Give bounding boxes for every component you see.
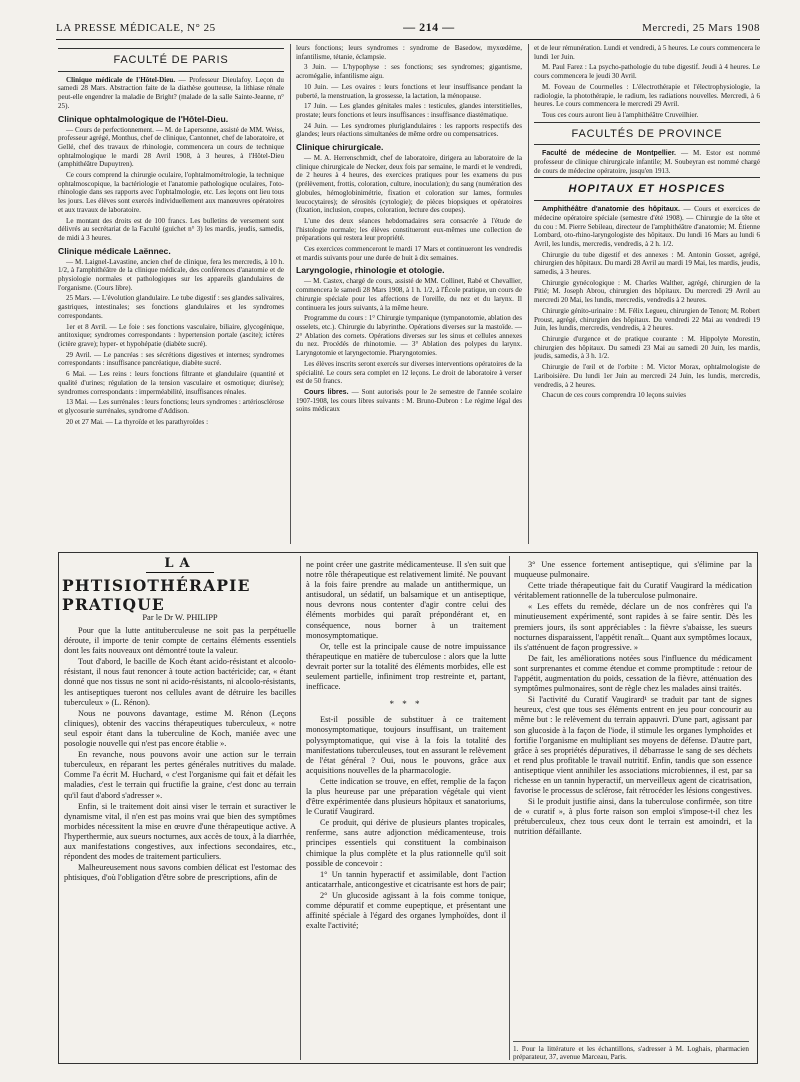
col2-date: 17 Juin. — Les glandes génitales males : testicules, glandes interstitielles, prostate; leurs fonctions et leurs insuffisances : insuffisance diastématique.	[296, 102, 522, 119]
amphi-heading: Amphithéâtre d'anatomie des hôpitaux.	[542, 205, 680, 214]
faculte-paris-title: FACULTÉ DE PARIS	[58, 48, 284, 72]
hotel-dieu-text: — Professeur Dieulafoy. Leçon du samedi 28 Mars. Abstraction faite de la diathèse goutteuse, la lithiase rénale peut-elle engendrer la maladie de Bright? (malade de la salle Sainte-Jeanne, n° 25).	[58, 75, 284, 110]
laryngologie-heading: Laryngologie, rhinologie et otologie.	[296, 265, 445, 276]
advert-paragraph: Cette indication se trouve, en effet, remplie de la façon la plus heureuse par une préparation végétale qui vient d'être expérimentée dans plusieurs hôpitaux et sanatoriums, le Curatif Vaugirard.	[306, 776, 506, 817]
hospital-course: Chirurgie d'urgence et de pratique courante : M. Hippolyte Morestin, chirurgien des hôpitaux. Du samedi 23 Mai au samedi 20 Juin, les mardis, jeudis, samedis, à 3 h. 1/2.	[534, 334, 760, 361]
hospital-course: Chirurgie du tube digestif et des annexes : M. Antonin Gosset, agrégé, chirurgien des hôpitaux. Du mardi 28 Avril au mardi 19 Mai, les mardis, jeudis, samedis, à 3 heures.	[534, 250, 760, 277]
advert-column-2	[306, 560, 506, 1060]
cours-libres-paragraph	[296, 388, 522, 414]
column-divider	[528, 44, 529, 544]
amphi-text: — Cours et exercices de médecine opératoire spéciale (semestre d'été 1908). — Chirurgie de la tête et du cou : M. Pierre Sebileau, directeur de l'amphithéâtre d'anatomie; M. Étienne Lombard, oto-rhino-laryngologiste des hôpitaux. Du lundi 16 Mars au lundi 6 Avril, les lundis, mercredis, vendredis, à 2 h. 1/2.	[534, 205, 760, 248]
laennec-date: 13 Mai. — Les surrénales : leurs fonctions; leurs syndromes : artériosclérose et glycosurie surrénales, syndrome d'Addison.	[58, 398, 284, 415]
advert-paragraph: 3° Une essence fortement antiseptique, qui s'élimine par la muqueuse pulmonaire.	[514, 560, 752, 580]
column-divider	[290, 44, 291, 544]
advert-paragraph: Est-il possible de substituer à ce traitement monosymptomatique, toujours insuffisant, un traitement polysymptomatique, qui vise à la fois la totalité des manifestations tuberculeuses, tout en assurant le relèvement de l'état général ? Oui, nous le pouvons, grâce aux acquisitions nouvelles de la pharmacologie.	[306, 715, 506, 775]
advert-paragraph: ne point créer une gastrite médicamenteuse. Il s'en suit que notre rôle thérapeutique est relativement limité. Ne pouvant à la fois faire prendre au malade un antithermique, un antisudoral, un sédatif, un balsamique et un antiseptique, nous devrons nous contenter d'agir contre celui des éléments morbides qui paraît prépondérant et, en conséquence, nous borner à un traitement monosymptomatique.	[306, 560, 506, 640]
advert-column-1	[64, 626, 296, 1060]
advert-paragraph: Tout d'abord, le bacille de Koch étant acido-résistant et alcoolo-résistant, il nous faut renoncer à toute action bactéricide; car, « étant donné que nos tissus ne sont ni acido-résistants, ni alcoolo-résistants, les antiseptiques tueront nos cellules avant de détruire les bacilles tuberculeux » (L. Rénon).	[64, 657, 296, 707]
hospital-course: Chirurgie génito-urinaire : M. Félix Legueu, chirurgien de Tenon; M. Robert Proust, agrégé, chirurgien des hôpitaux. Du vendredi 22 Mai au vendredi 19 Juin, les lundis, mercredis, vendredis, à 2 heures.	[534, 306, 760, 333]
col2-date: 3 Juin. — L'hypophyse : ses fonctions; ses syndromes; gigantisme, acromégalie, infantilisme aigu.	[296, 63, 522, 81]
laryngologie-p3: Les élèves inscrits seront exercés sur diverses interventions opératoires de la spécialité. Le cours sera complet en 12 leçons. Le droit de laboratoire à verser est de 50 francs.	[296, 359, 522, 386]
advert-paragraph: Si le produit justifie ainsi, dans la tuberculose confirmée, son titre de « curatif », à plus forte raison son emploi s'impose-t-il chez les prétuberculeux, chez tous ceux dont le terrain est amoindri, et la nutrition défaillante.	[514, 797, 752, 837]
montpellier-paragraph	[534, 149, 760, 175]
advert-paragraph: 2° Un glucoside agissant à la fois comme tonique, comme dépuratif et comme eupeptique, et présentant une affinité spéciale à l'égard des organes lymphoïdes, dont il exalte l'activité;	[306, 890, 506, 931]
advert-paragraph: Or, telle est la principale cause de notre impuissance thérapeutique en matière de tuberculose : alors que la lutte devrait porter sur la totalité des éléments morbides, elle est seulement partielle, infiniment trop restreinte et, partant, inefficace.	[306, 641, 506, 692]
advert-title	[62, 556, 298, 614]
asterism: * * *	[389, 699, 423, 710]
cours-libres-heading: Cours libres.	[304, 387, 349, 396]
issue-date: Mercredi, 25 Mars 1908	[642, 22, 760, 34]
col3-continuation: et de leur rémunération. Lundi et vendredi, à 5 heures. Le cours commencera le lundi 1er Juin.	[534, 44, 760, 61]
hospital-course: Chirurgie gynécologique : M. Charles Walther, agrégé, chirurgien de la Pitié; M. Joseph Abrou, chirurgien des hôpitaux. Du mercredi 29 Avril au mercredi 20 Mai, les lundis, mercredis, vendredis à 2 heures.	[534, 278, 760, 305]
laennec-text: — M. Laignel-Lavastine, ancien chef de clinique, fera les mercredis, à 10 h. 1/2, à l'amphithéâtre de la clinique médicale, des conférences d'anatomie et de physiologie normales et pathologiques sur les appareils glandulaires de l'organisme. (Cours libre).	[58, 257, 284, 292]
advert-footnote: 1. Pour la littérature et les échantillons, s'adresser à M. Loghais, pharmacien préparateur, 37, avenue Marceau, Paris.	[513, 1041, 749, 1062]
amphi-paragraph	[534, 205, 760, 249]
page-header	[56, 20, 760, 38]
advert-paragraph: Pour que la lutte antituberculeuse ne soit pas la perpétuelle déroute, il importe de tenir compte de certains éléments essentiels dont les faits nouveaux ont démontré toute la valeur.	[64, 626, 296, 656]
advert-paragraph: Ce produit, qui dérive de plusieurs plantes tropicales, renferme, sans autre adjonction médicamenteuse, trois principes essentiels qui constituent la combinaison chimique la plus complète et la plus rationnelle qu'il soit possible de concevoir :	[306, 818, 506, 868]
advert-paragraph: En revanche, nous pouvons avoir une action sur le terrain tuberculeux, en réparant les pertes générales nutritives du malade. Comme l'a écrit M. Huchard, « c'est l'organisme qui fait et défait les maladies, c'est le terrain qui fructifie la graine, c'est donc au terrain qu'il faut d'abord s'adresser ».	[64, 750, 296, 800]
advert-title-main: PHTISIOTHÉRAPIE PRATIQUE	[62, 576, 251, 614]
column-3	[534, 44, 760, 544]
province-title: FACULTÉS DE PROVINCE	[534, 122, 760, 146]
chirurgicale-heading: Clinique chirurgicale.	[296, 142, 384, 153]
ophtalmo-text: — Cours de perfectionnement. — M. de Lapersonne, assisté de MM. Weiss, professeur agrégé, Monthus, chef de clinique, Cantonnet, chef de laboratoire, et Gellé, chef des travaux de rhinologie, commencera un cours de technique ophtalmologique le mardi 28 Avril 1908, à 3 heures, à l'Hôtel-Dieu (amphithéâtre Dupuytren).	[58, 125, 284, 169]
montpellier-heading: Faculté de médecine de Montpellier.	[542, 149, 677, 158]
chirurgicale-p2: L'une des deux séances hebdomadaires sera consacrée à l'étude de l'histologie normale; les élèves constitueront eux-mêmes une collection de préparations qui restera leur propriété.	[296, 216, 522, 243]
farez-course: M. Paul Farez : La psycho-pathologie du tube digestif. Jeudi à 4 heures. Le cours commencera le jeudi 30 Avril.	[534, 63, 760, 81]
laennec-date: 25 Mars. — L'évolution glandulaire. Le tube digestif : ses glandes salivaires, gastriques, intestinales; ses fonctions glandulaires et les syndromes correspondants.	[58, 294, 284, 320]
advert-column-divider	[300, 556, 301, 1060]
col2-date: 24 Juin. — Les syndromes pluriglandulaires : les rapports respectifs des glandes; leurs réactions simultanées de même ordre ou compensatrices.	[296, 121, 522, 139]
laryngologie-text: — M. Castex, chargé de cours, assisté de MM. Collinet, Rabé et Chevallier, commencera le samedi 28 Mars 1908, à 1 h. 1/2, à l'École pratique, un cours de chirurgie spéciale pour les affections de l'oreille, du nez et du larynx. Il continuera les jours suivants, à la même heure.	[296, 277, 522, 312]
advert-paragraph: Enfin, si le traitement doit ainsi viser le terrain et suractiver le dynamisme vital, il n'en est pas moins vrai que bien des symptômes morbides nécessitent la mise en œuvre d'une thérapeutique active. A l'hyperthermie, aux sueurs nocturnes, aux accès de toux, à la diarrhée, aux manifestations congestives, aux infections secondaires, etc., répondent des modes de traitement particuliers.	[64, 801, 296, 862]
advert-paragraph: Nous ne pouvons davantage, estime M. Rénon (Leçons cliniques), obtenir des vaccins thérapeutiques tuberculeux, « notre seul espoir étant dans la tuberculine de Koch, maniée avec une posologie nouvelle qui n'est pas encore établie ».	[64, 708, 296, 749]
advert-paragraph: 1° Un tannin hyperactif et assimilable, dont l'action anticatarrhale, anticongestive et cicatrisante est hors de pair;	[306, 869, 506, 889]
col2-date: 10 Juin. — Les ovaires : leurs fonctions et leur insuffisance pendant la puberté, la menstruation, la grossesse, la lactation, la ménopause.	[296, 82, 522, 100]
laennec-date: 6 Mai. — Les reins : leurs fonctions filtrante et glandulaire (quantité et qualité d'urines; régulation de la tension vasculaire et osmotique; diurèse); syndromes correspondants : imperméabilité, insuffisances rénales.	[58, 370, 284, 396]
col2-continuation: leurs fonctions; leurs syndromes : syndrome de Basedow, myxœdème, infantilisme, tétanie, éclampsie.	[296, 44, 522, 61]
amphitheatre-note: Tous ces cours auront lieu à l'amphithéâtre Cruveilhier.	[542, 110, 699, 119]
page-number: — 214 —	[403, 20, 455, 34]
laennec-date: 29 Avril. — Le pancréas : ses sécrétions digestives et internes; syndromes correspondants : insuffisance pancréatique, diabète sucré.	[58, 350, 284, 368]
cours-libres-text: — Sont autorisés pour le 2e semestre de l'année scolaire 1907-1908, les cours libres suivants : M. Bruno-Dubron : Le régime légal des soins médicaux	[296, 387, 522, 414]
column-1	[58, 46, 284, 544]
ophtalmo-p2: Ce cours comprend la chirurgie oculaire, l'ophtalmométrologie, la technique ophtalmoscopique, la bactériologie et l'anatomie pathologique oculaires, l'oto-rhinologie dans ses rapports avec l'ophtalmologie, etc. Les leçons ont lieu tous les jours. Les élèves sont exercés individuellement aux manœuvres opératoires et aux travaux de laboratoire.	[58, 171, 284, 214]
chirurgicale-p3: Ces exercices commenceront le mardi 17 Mars et continueront les vendredis et mardis suivants pour une durée de huit à dix semaines.	[296, 245, 522, 262]
ophtalmo-p3: Le montant des droits est de 100 francs. Les bulletins de versement sont délivrés au secrétariat de la Faculté (guichet n° 3) les mardis, jeudis, samedis, de midi à 3 heures.	[58, 216, 284, 242]
laennec-date: 1er et 8 Avril. — Le foie : ses fonctions vasculaire, biliaire, glycogénique, antitoxique; syndromes correspondants : hypertension portale (ascite); ictères (ictère grave); hyper- et hypohépatie (diabète sucré).	[58, 322, 284, 348]
hotel-dieu-paragraph	[58, 76, 284, 111]
laennec-heading: Clinique médicale Laënnec.	[58, 245, 171, 256]
column-2	[296, 44, 522, 544]
advert-column-3	[514, 560, 752, 1038]
advert-paragraph: De fait, les améliorations notées sous l'influence du médicament sont surprenantes et comme étendue et comme promptitude : retour de l'appétit, augmentation du poids, cessation de la fièvre, atténuation des symptômes pulmonaires, sont de règle chez les malades ainsi traités.	[514, 653, 752, 694]
laennec-date: 20 et 27 Mai. — La thyroïde et les parathyroïdes :	[66, 417, 209, 426]
ophtalmo-heading: Clinique ophtalmologique de l'Hôtel-Dieu.	[58, 113, 229, 124]
advert-paragraph: Malheureusement nous savons combien délicat est l'estomac des phtisiques, d'où l'obligation d'être sobre de prescriptions, afin de	[64, 863, 296, 883]
foveau-course: M. Foveau de Courmelles : L'électrothérapie et l'électrophysiologie, la radiologie, la photothérapie, le radium, les radiations nouvelles. Mercredi, à 6 heures. Le cours commencera le mercredi 29 Avril.	[534, 82, 760, 109]
advert-title-la: LA	[146, 556, 213, 573]
advert-author: Par le Dr W. PHILIPP	[142, 612, 218, 622]
hospital-course: Chacun de ces cours comprendra 10 leçons suivies	[542, 391, 686, 400]
publication-title: LA PRESSE MÉDICALE, N° 25	[56, 22, 216, 34]
laryngologie-p2: Programme du cours : 1° Chirurgie tympanique (tympanotomie, ablation des osselets, etc.). Chirurgie du labyrinthe. Opérations diverses sur la mastoïde. — 2° Ablation des cornets. Opérations diverses sur les sinus et cellules annexes du nez. Procédés de rhinotomie. — 3° Ablation des polypes du larynx. Laryngotomie et laryngectomie. Pharyngotomies.	[296, 314, 522, 358]
header-rule	[56, 39, 760, 40]
advert-paragraph: « Les effets du remède, déclare un de nos confrères qui l'a minutieusement expérimenté, sont rapides à se faire sentir. Dès les premiers jours, ils sont appréciables : la fièvre s'abaisse, les sueurs nocturnes disparaissent, l'appétit renaît... Quant aux symptômes locaux, ils s'atténuent de façon progressive. »	[514, 602, 752, 652]
montpellier-text: — M. Estor est nommé professeur de clinique chirurgicale infantile; M. Soubeyran est nommé chargé de cours de médecine opératoire, jusqu'en 1913.	[534, 149, 760, 175]
hospital-course: Chirurgie de l'œil et de l'orbite : M. Victor Morax, ophtalmologiste de Lariboisière. Du lundi 1er Juin au mercredi 24 Juin, les lundis, mercredis, vendredis, à 2 heures.	[534, 363, 760, 389]
hopitaux-title: HOPITAUX ET HOSPICES	[534, 177, 760, 201]
chirurgicale-text: — M. A. Herrenschmidt, chef de laboratoire, dirigera au laboratoire de la clinique chirurgicale de Necker, deux fois par semaine, le mardi et le vendredi, de 2 heures à 4 heures, des exercices pratiques pour les examens du pus (prélèvement, frottis, coloration, culture, inoculation); du sang (numération des globules, hémoglobinimétrie, fixation et coloration sur lames, formules leucocytaires); de sérosités (cytologie); de pièces biopsiques et opératoires (fixation, inclusion, coupes, coloration, lecture des coupes).	[296, 154, 522, 215]
advert-column-divider	[509, 556, 510, 1060]
hotel-dieu-heading: Clinique médicale de l'Hôtel-Dieu.	[66, 75, 176, 84]
advert-paragraph: Si l'activité du Curatif Vaugirard¹ se traduit par tant de signes heureux, c'est que tous ses éléments entrent en jeu pour concourir au même but : le relèvement du terrain appauvri. D'une part, agissant par son glucoside à la façon de l'iode, il stimule les organes lymphoïdes et fortifie l'organisme en multipliant ses moyens de défense. D'autre part, grâce à ses propriétés dépuratives, il débarrasse le sang de ses déchets et rend plus profitable le travail nutritif. Enfin, tandis que son essence antiseptique vient annihiler les associations microbiennes, il est, par sa richesse en un tannin hyperactif, un merveilleux agent de cicatrisation, favorise le processus de sclérose, fait rétrocéder les lésions congestives.	[514, 695, 752, 796]
advert-paragraph: Cette triade thérapeutique fait du Curatif Vaugirard la médication véritablement rationnelle de la tuberculose pulmonaire.	[514, 581, 752, 601]
